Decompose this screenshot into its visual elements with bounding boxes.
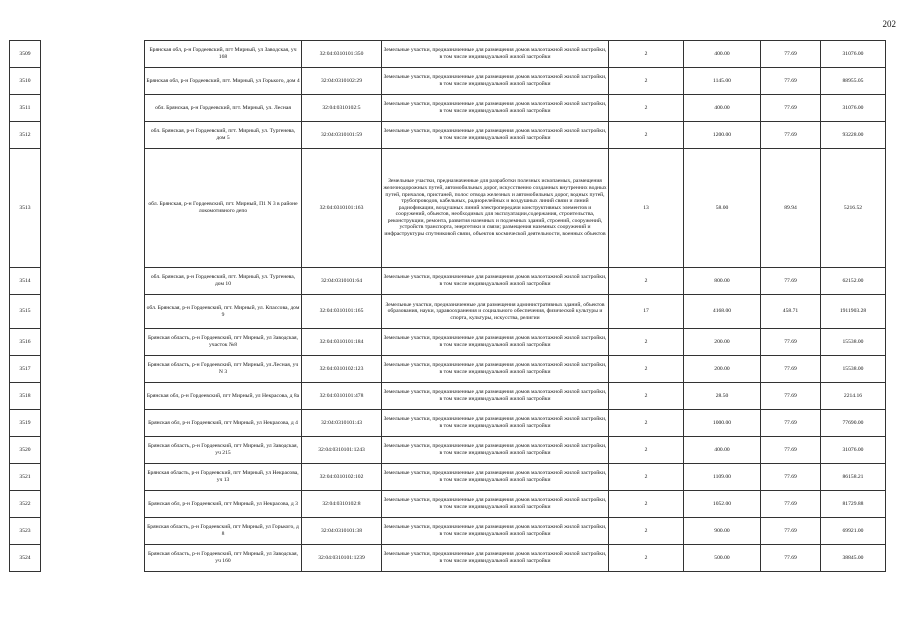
cell-address: Брянская обл, р-н Гордеевский, пгт Мирный, ул Некрасова, д 3 — [145, 491, 302, 518]
cell-group: 2 — [609, 68, 684, 95]
cell-area: 4168.00 — [684, 295, 761, 329]
cell-specific-value: 77.69 — [761, 464, 821, 491]
cell-specific-value: 77.69 — [761, 329, 821, 356]
cell-specific-value: 458.71 — [761, 295, 821, 329]
cell-group: 13 — [609, 149, 684, 268]
cell-spacer — [41, 491, 145, 518]
cell-specific-value: 77.69 — [761, 268, 821, 295]
cell-number: 3520 — [10, 437, 41, 464]
cell-spacer — [41, 149, 145, 268]
cell-cadastral-value: 15538.00 — [821, 356, 886, 383]
cell-area: 200.00 — [684, 329, 761, 356]
cell-group: 17 — [609, 295, 684, 329]
cell-specific-value: 77.69 — [761, 95, 821, 122]
table-row — [10, 295, 886, 329]
cell-group: 2 — [609, 518, 684, 545]
cell-cadastral-number: 32:04:0310101:64 — [302, 268, 382, 295]
cell-spacer — [41, 464, 145, 491]
cell-specific-value: 77.69 — [761, 491, 821, 518]
cell-address: обл. Брянская, р-н Гордеевский, пгт. Мирный, ул. Тургенева, дом 5 — [145, 122, 302, 149]
cell-address: обл. Брянская, р-н Гордеевский, пгт. Мирный, ул. Тургенева, дом 10 — [145, 268, 302, 295]
cell-cadastral-number: 32:04:0310102:29 — [302, 68, 382, 95]
cell-number: 3515 — [10, 295, 41, 329]
cell-land-use: Земельные участки, предназначенные для размещения домов малоэтажной жилой застройки, в том числе индивидуальной жилой застройки — [382, 41, 609, 68]
cell-address: Брянская обл, р-н Гордеевский, пгт Мирный, ул Заводская, уч 168 — [145, 41, 302, 68]
cell-area: 500.00 — [684, 545, 761, 572]
cell-address: Брянская область, р-н Гордеевский, пгт Мирный, ул Горького, д 8 — [145, 518, 302, 545]
cell-specific-value: 77.69 — [761, 68, 821, 95]
cell-cadastral-number: 32:04:0310101:478 — [302, 383, 382, 410]
table-row — [10, 518, 886, 545]
cell-address: обл. Брянская, р-н Гордеевский, пгт. Мирный, П1 N 3 в районе локомотивного депо — [145, 149, 302, 268]
cell-cadastral-number: 32:04:0310101:163 — [302, 149, 382, 268]
cell-specific-value: 77.69 — [761, 356, 821, 383]
cell-land-use: Земельные участки, предназначенные для размещения домов малоэтажной жилой застройки, в том числе индивидуальной жилой застройки — [382, 68, 609, 95]
cell-area: 28.50 — [684, 383, 761, 410]
cell-area: 58.00 — [684, 149, 761, 268]
cell-cadastral-value: 69921.00 — [821, 518, 886, 545]
cell-cadastral-value: 15538.00 — [821, 329, 886, 356]
cell-land-use: Земельные участки, предназначенные для разработки полезных ископаемых, размещения железнодорожных путей, автомобильных дорог, искусственно созданных внутренних водных путей, причалов, пристаней, полос отвода железных и автомобильных дорог, водных путей, трубопроводов, кабельных, радиорелейных и воздушных линий связи и линий радиофикации, воздушных линий электропередачи конструктивных элементов и сооружений, объектов, необходимых для эксплуатации,содержания, строительства, реконструкции, ремонта, развития наземных и подземных зданий, строений, сооружений, устройств транспорта, энергетики и связи; размещения наземных сооружений и инфраструктуры спутниковой связи, объектов космической деятельности, военных объектов — [382, 149, 609, 268]
cell-cadastral-value: 1911903.28 — [821, 295, 886, 329]
cell-cadastral-number: 32:04:0310101:350 — [302, 41, 382, 68]
cell-number: 3513 — [10, 149, 41, 268]
cell-land-use: Земельные участки, предназначенные для размещения домов малоэтажной жилой застройки, в том числе индивидуальной жилой застройки — [382, 491, 609, 518]
cell-group: 2 — [609, 464, 684, 491]
cell-group: 2 — [609, 95, 684, 122]
table-row — [10, 545, 886, 572]
cell-area: 400.00 — [684, 41, 761, 68]
cell-cadastral-value: 31076.00 — [821, 437, 886, 464]
cell-number: 3511 — [10, 95, 41, 122]
cell-cadastral-value: 31076.00 — [821, 41, 886, 68]
cell-cadastral-value: 86158.21 — [821, 464, 886, 491]
cell-cadastral-value: 5216.52 — [821, 149, 886, 268]
cell-spacer — [41, 437, 145, 464]
cell-cadastral-number: 32:04:0310101:59 — [302, 122, 382, 149]
cell-cadastral-number: 32:04:0310101:43 — [302, 410, 382, 437]
cell-number: 3510 — [10, 68, 41, 95]
cell-number: 3512 — [10, 122, 41, 149]
cell-cadastral-value: 77690.00 — [821, 410, 886, 437]
cell-spacer — [41, 329, 145, 356]
cell-specific-value: 77.69 — [761, 410, 821, 437]
cell-spacer — [41, 356, 145, 383]
cell-group: 2 — [609, 41, 684, 68]
cell-specific-value: 77.69 — [761, 518, 821, 545]
cell-specific-value: 77.69 — [761, 41, 821, 68]
table-row — [10, 464, 886, 491]
cell-cadastral-value: 62152.00 — [821, 268, 886, 295]
table-row — [10, 491, 886, 518]
table-row — [10, 356, 886, 383]
cell-specific-value: 77.69 — [761, 437, 821, 464]
cell-cadastral-number: 32:04:0310101:184 — [302, 329, 382, 356]
cell-land-use: Земельные участки, предназначенные для размещения домов малоэтажной жилой застройки, в том числе индивидуальной жилой застройки — [382, 329, 609, 356]
cell-cadastral-number: 32:04:0310102:123 — [302, 356, 382, 383]
table-row — [10, 122, 886, 149]
cell-cadastral-value: 2214.16 — [821, 383, 886, 410]
cell-address: обл. Брянская, р-н Гордеевский, пгт. Мирный, ул. Лесная — [145, 95, 302, 122]
table-row — [10, 68, 886, 95]
cell-cadastral-number: 32:04:0310101:165 — [302, 295, 382, 329]
cell-group: 2 — [609, 122, 684, 149]
table-row — [10, 437, 886, 464]
cell-land-use: Земельные участки, предназначенные для размещения домов малоэтажной жилой застройки, в том числе индивидуальной жилой застройки — [382, 356, 609, 383]
cell-spacer — [41, 295, 145, 329]
cell-spacer — [41, 122, 145, 149]
cell-number: 3517 — [10, 356, 41, 383]
cell-area: 400.00 — [684, 95, 761, 122]
cell-cadastral-number: 32:04:0310101:38 — [302, 518, 382, 545]
cell-spacer — [41, 95, 145, 122]
cell-specific-value: 77.69 — [761, 122, 821, 149]
cell-area: 1109.00 — [684, 464, 761, 491]
cell-area: 400.00 — [684, 437, 761, 464]
cell-cadastral-number: 32:04:0310102:8 — [302, 491, 382, 518]
table-row — [10, 329, 886, 356]
cell-number: 3524 — [10, 545, 41, 572]
cell-group: 2 — [609, 410, 684, 437]
table-row — [10, 41, 886, 68]
cell-address: Брянская обл, р-н Гордеевский, пгт Мирный, ул Некрасова, д 8а — [145, 383, 302, 410]
cell-cadastral-value: 88955.05 — [821, 68, 886, 95]
cell-number: 3514 — [10, 268, 41, 295]
cell-specific-value: 89.94 — [761, 149, 821, 268]
cell-group: 2 — [609, 437, 684, 464]
cell-area: 1200.00 — [684, 122, 761, 149]
cell-group: 2 — [609, 329, 684, 356]
cell-spacer — [41, 383, 145, 410]
cadastral-value-table — [9, 40, 886, 572]
cell-group: 2 — [609, 356, 684, 383]
cell-spacer — [41, 518, 145, 545]
cell-cadastral-number: 32:04:0310101:1239 — [302, 545, 382, 572]
cell-cadastral-value: 38845.00 — [821, 545, 886, 572]
cell-area: 800.00 — [684, 268, 761, 295]
cell-number: 3519 — [10, 410, 41, 437]
cell-number: 3523 — [10, 518, 41, 545]
cell-spacer — [41, 68, 145, 95]
cell-land-use: Земельные участки, предназначенные для размещения домов малоэтажной жилой застройки, в том числе индивидуальной жилой застройки — [382, 383, 609, 410]
cell-land-use: Земельные участки, предназначенные для размещения домов малоэтажной жилой застройки, в том числе индивидуальной жилой застройки — [382, 518, 609, 545]
cell-cadastral-number: 32:04:0310101:1243 — [302, 437, 382, 464]
cell-address: Брянская область, р-н Гордеевский, пгт Мирный, ул Заводская, уч 215 — [145, 437, 302, 464]
cell-address: Брянская область, р-н Гордеевский, пгт Мирный, ул.Лесная, уч N 3 — [145, 356, 302, 383]
cell-land-use: Земельные участки, предназначенные для размещения домов малоэтажной жилой застройки, в том числе индивидуальной жилой застройки — [382, 464, 609, 491]
cell-specific-value: 77.69 — [761, 545, 821, 572]
table-body — [10, 41, 886, 572]
table-row — [10, 410, 886, 437]
cell-address: Брянская область, р-н Гордеевский, пгт Мирный, ул Заводская, уч 160 — [145, 545, 302, 572]
cell-group: 2 — [609, 383, 684, 410]
cell-spacer — [41, 41, 145, 68]
cell-cadastral-value: 31076.00 — [821, 95, 886, 122]
cell-group: 2 — [609, 545, 684, 572]
cell-area: 1052.00 — [684, 491, 761, 518]
cell-spacer — [41, 268, 145, 295]
table-row — [10, 383, 886, 410]
cell-land-use: Земельные участки, предназначенные для размещения домов малоэтажной жилой застройки, в том числе индивидуальной жилой застройки — [382, 95, 609, 122]
cell-cadastral-value: 93228.00 — [821, 122, 886, 149]
cell-cadastral-value: 81729.88 — [821, 491, 886, 518]
cell-spacer — [41, 410, 145, 437]
cell-land-use: Земельные участки, предназначенные для размещения домов малоэтажной жилой застройки, в том числе индивидуальной жилой застройки — [382, 410, 609, 437]
cell-spacer — [41, 545, 145, 572]
cell-area: 900.00 — [684, 518, 761, 545]
cell-land-use: Земельные участки, предназначенные для размещения домов малоэтажной жилой застройки, в том числе индивидуальной жилой застройки — [382, 545, 609, 572]
cell-address: Брянская обл, р-н Гордеевский, пгт. Мирный, ул Горького, дом 4 — [145, 68, 302, 95]
cell-group: 2 — [609, 268, 684, 295]
page-number: 202 — [882, 19, 896, 29]
cell-group: 2 — [609, 491, 684, 518]
cell-number: 3522 — [10, 491, 41, 518]
table-row — [10, 95, 886, 122]
cell-area: 1145.00 — [684, 68, 761, 95]
cell-cadastral-number: 32:04:0310102:5 — [302, 95, 382, 122]
cell-cadastral-number: 32:04:0310102:102 — [302, 464, 382, 491]
cell-specific-value: 77.69 — [761, 383, 821, 410]
cell-address: Брянская область, р-н Гордеевский, пгт Мирный, ул Заводская, участок №8 — [145, 329, 302, 356]
cell-number: 3509 — [10, 41, 41, 68]
cell-address: Брянская область, р-н Гордеевский, пгт Мирный, ул Некрасова, уч 13 — [145, 464, 302, 491]
cell-number: 3516 — [10, 329, 41, 356]
cell-land-use: Земельные участки, предназначенные для размещения домов малоэтажной жилой застройки, в том числе индивидуальной жилой застройки — [382, 122, 609, 149]
cell-number: 3518 — [10, 383, 41, 410]
cell-address: обл. Брянская, р-н Гордеевский, пгт. Мирный, ул. Кпассова, дом 9 — [145, 295, 302, 329]
cell-area: 1000.00 — [684, 410, 761, 437]
cell-number: 3521 — [10, 464, 41, 491]
cell-land-use: Земельные участки, предназначенные для размещения административных зданий, объектов образования, науки, здравоохранения и социального обеспечения, физической культуры и спорта, культуры, искусства, религии — [382, 295, 609, 329]
cell-area: 200.00 — [684, 356, 761, 383]
cell-land-use: Земельные участки, предназначенные для размещения домов малоэтажной жилой застройки, в том числе индивидуальной жилой застройки — [382, 268, 609, 295]
table-row — [10, 268, 886, 295]
table-row — [10, 149, 886, 268]
cell-land-use: Земельные участки, предназначенные для размещения домов малоэтажной жилой застройки, в том числе индивидуальной жилой застройки — [382, 437, 609, 464]
cell-address: Брянская обл, р-н Гордеевский, пгт Мирный, ул Некрасова, д 4 — [145, 410, 302, 437]
